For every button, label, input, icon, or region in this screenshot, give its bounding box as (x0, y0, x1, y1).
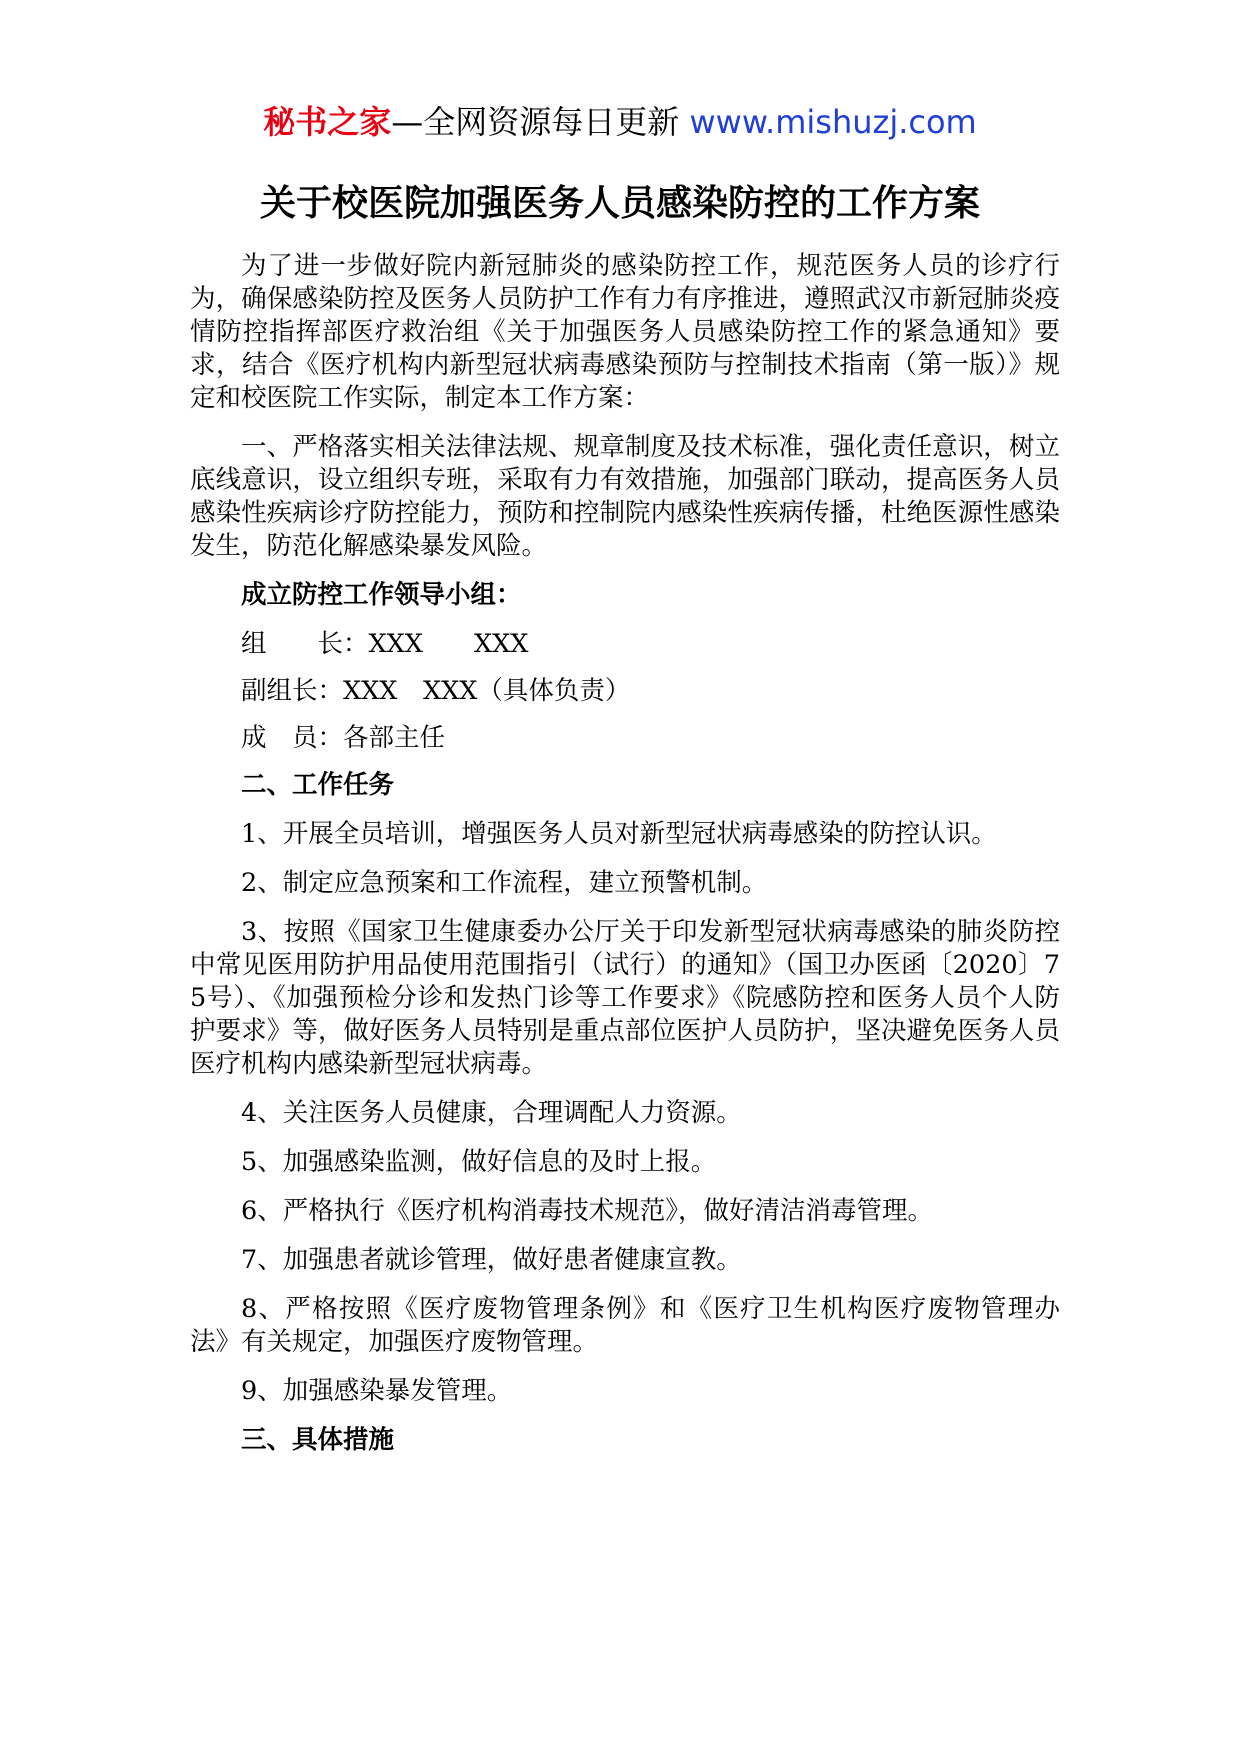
task-item: 3、按照《国家卫生健康委办公厅关于印发新型冠状病毒感染的肺炎防控中常见医用防护用品使用范围指引（试行）的通知》（国卫办医函〔2020〕75号）、《加强预检分诊和发热门诊等工作要求》《院感防控和医务人员个人防护要求》等，做好医务人员特别是重点部位医护人员防护，坚决避免医务人员医疗机构内感染新型冠状病毒。 (190, 917, 1060, 1079)
section-1-paragraph: 一、严格落实相关法律法规、规章制度及技术标准，强化责任意识，树立底线意识，设立组织专班，采取有力有效措施，加强部门联动，提高医务人员感染性疾病诊疗防控能力，预防和控制院内感染性疾病传播，杜绝医源性感染发生，防范化解感染暴发风险。 (190, 432, 1060, 561)
task-item: 4、关注医务人员健康，合理调配人力资源。 (241, 1098, 742, 1128)
group-heading: 成立防控工作领导小组： (241, 580, 522, 610)
task-item: 5、加强感染监测，做好信息的及时上报。 (241, 1147, 717, 1177)
section-2-heading: 二、工作任务 (241, 770, 395, 800)
task-item: 1、开展全员培训，增强医务人员对新型冠状病毒感染的防控认识。 (241, 819, 997, 849)
group-deputy: 副组长：XXX XXX（具体负责） (241, 676, 631, 706)
task-item: 9、加强感染暴发管理。 (241, 1376, 513, 1406)
site-url-link[interactable]: www.mishuzj.com (689, 103, 977, 141)
document-body (190, 250, 1060, 1473)
site-brand: 秘书之家 (263, 103, 392, 141)
task-item: 7、加强患者就诊管理，做好患者健康宣教。 (241, 1245, 742, 1275)
document-title: 关于校医院加强医务人员感染防控的工作方案 (259, 183, 980, 224)
section-3-heading: 三、具体措施 (241, 1425, 395, 1455)
site-tagline: —全网资源每日更新 (391, 103, 680, 141)
group-members: 成 员：各部主任 (241, 723, 446, 753)
task-item: 6、严格执行《医疗机构消毒技术规范》，做好清洁消毒管理。 (241, 1196, 933, 1226)
task-item: 2、制定应急预案和工作流程，建立预警机制。 (241, 868, 768, 898)
task-item: 8、严格按照《医疗废物管理条例》和《医疗卫生机构医疗废物管理办法》有关规定，加强医疗废物管理。 (190, 1294, 1060, 1357)
site-header (0, 100, 1240, 144)
group-leader: 组 长：XXX XXX (241, 629, 529, 659)
intro-paragraph: 为了进一步做好院内新冠肺炎的感染防控工作，规范医务人员的诊疗行为，确保感染防控及医务人员防护工作有力有序推进，遵照武汉市新冠肺炎疫情防控指挥部医疗救治组《关于加强医务人员感染防控工作的紧急通知》要求，结合《医疗机构内新型冠状病毒感染预防与控制技术指南（第一版）》规定和校医院工作实际，制定本工作方案： (190, 251, 1060, 413)
